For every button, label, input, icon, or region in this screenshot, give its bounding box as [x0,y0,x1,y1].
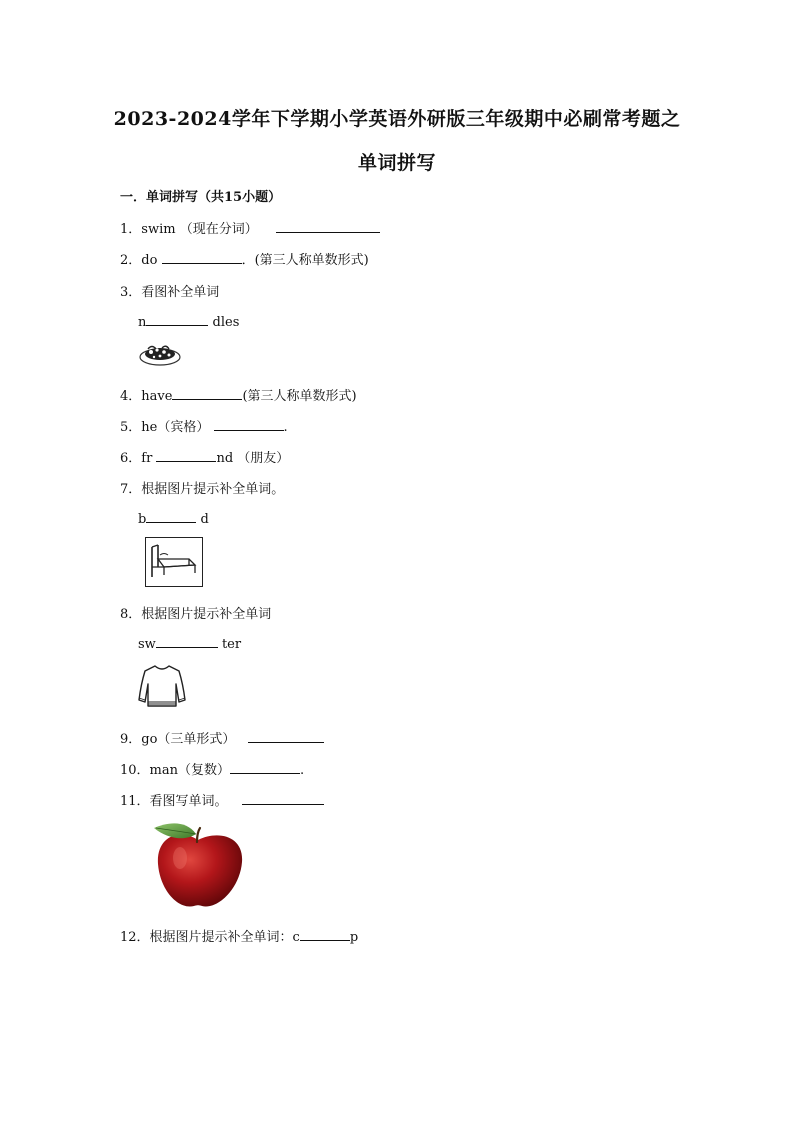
question-text: 根据图片提示补全单词。 [141,482,285,497]
bed-icon [145,537,203,587]
question-number: 11． [120,794,150,809]
question-number: 2． [120,253,142,268]
question-11 [120,790,324,809]
word-prefix: n [138,315,147,330]
question-7-word [138,509,209,527]
question-8-word [138,634,241,652]
question-number: 6． [120,451,142,466]
question-suffix: . [300,763,305,778]
answer-blank[interactable] [242,791,324,805]
question-text: have [141,389,173,404]
answer-blank[interactable] [172,386,242,400]
question-text: 根据图片提示补全单词 [141,607,272,622]
question-suffix: nd （朋友） [216,451,290,466]
question-9 [120,728,324,747]
question-text: he（宾格） [141,420,210,435]
question-suffix: ．(第三人称单数形式) [241,253,369,268]
red-apple-image [150,818,246,910]
question-number: 1． [120,222,142,237]
answer-blank[interactable] [230,760,300,774]
question-number: 8． [120,607,142,622]
question-number: 10． [120,763,150,778]
word-suffix: dles [212,315,240,330]
page-title: 2023-2024学年下学期小学英语外研版三年级期中必刷常考题之 [113,108,681,130]
answer-blank[interactable] [276,219,380,233]
word-prefix: sw [138,637,156,652]
answer-blank[interactable] [146,312,208,326]
question-text: man（复数） [149,763,230,778]
answer-blank[interactable] [146,509,196,523]
question-suffix: . [283,420,288,435]
question-number: 4． [120,389,142,404]
question-text: go（三单形式） [141,732,236,747]
question-text: 根据图片提示补全单词：c [149,930,300,945]
answer-blank[interactable] [214,417,284,431]
question-4 [120,385,357,404]
question-12 [120,926,358,945]
question-number: 7． [120,482,142,497]
question-text: swim （现在分词） [141,222,258,237]
question-1 [120,218,380,237]
page-subtitle: 单词拼写 [357,152,436,174]
answer-blank[interactable] [162,250,242,264]
question-8 [120,603,271,622]
question-3 [120,281,219,300]
question-text: fr [141,451,153,466]
answer-blank[interactable] [300,927,350,941]
question-text: do [141,253,158,268]
question-10 [120,759,304,778]
question-text: 看图补全单词 [141,285,220,300]
sweater-icon [137,662,187,710]
question-number: 5． [120,420,142,435]
question-number: 3． [120,285,142,300]
section-header: 一．单词拼写（共15小题） [120,190,282,205]
answer-blank[interactable] [248,729,324,743]
answer-blank[interactable] [156,634,218,648]
question-suffix: p [349,930,359,945]
question-7 [120,478,284,497]
noodles-plate-icon [138,340,182,368]
word-suffix: ter [221,637,242,652]
word-suffix: d [200,512,209,527]
question-number: 9． [120,732,142,747]
word-prefix: b [138,512,147,527]
question-text: 看图写单词。 [149,794,228,809]
question-2 [120,249,369,268]
question-suffix: (第三人称单数形式) [242,389,357,404]
question-6 [120,447,289,466]
question-3-word [138,312,239,330]
question-number: 12． [120,930,150,945]
answer-blank[interactable] [156,448,216,462]
question-5 [120,416,288,435]
